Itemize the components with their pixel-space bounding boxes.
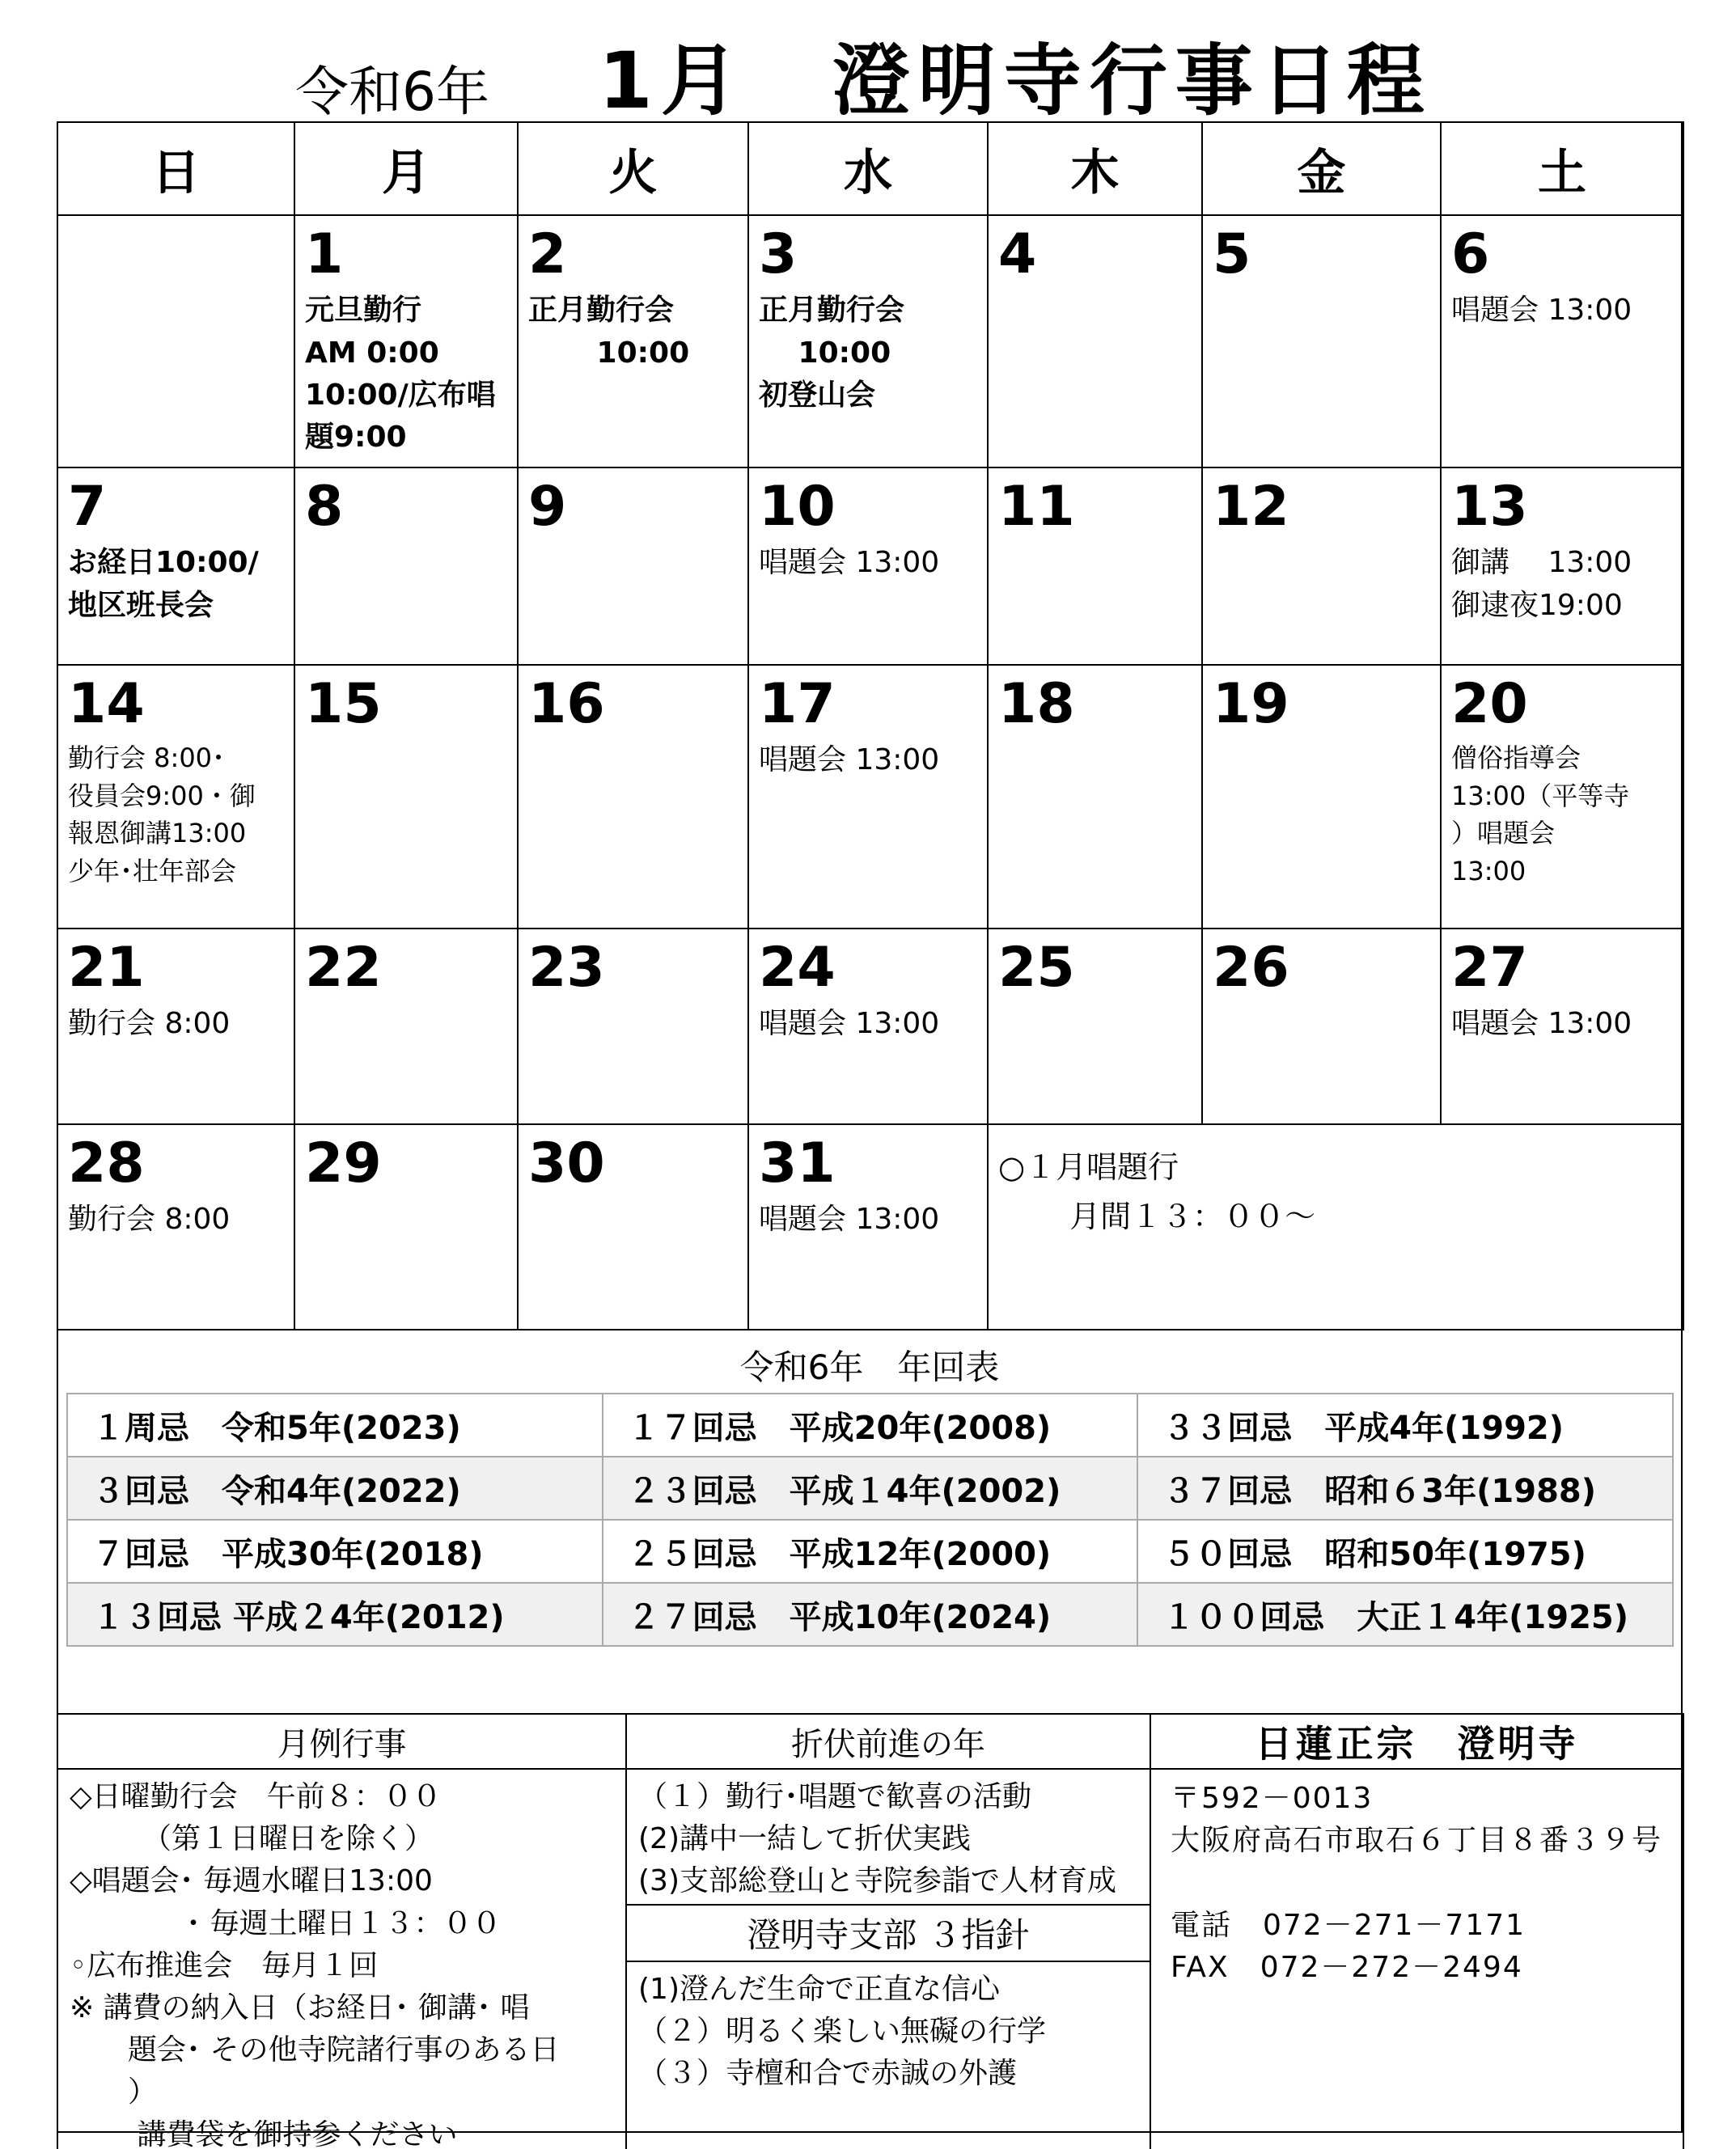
nenkai-cell: ２７回忌 平成10年(2024) (603, 1583, 1138, 1646)
calendar-grid (57, 121, 1684, 1330)
day-events: 唱題会 13:00 (1451, 294, 1632, 328)
day-events: 勤行会 8:00･ 役員会9:00・御 報恩御講13:00 少年･壮年部会 (68, 742, 256, 886)
day-events: 正月勤行会 10:00 (528, 294, 690, 370)
day-number: 12 (1213, 475, 1289, 539)
day-number: 9 (528, 475, 567, 539)
title-main: 1月 澄明寺行事日程 (599, 36, 1433, 126)
day-number: 11 (998, 475, 1075, 539)
day-events: 勤行会 8:00 (68, 1007, 231, 1041)
day-events: 唱題会 13:00 (759, 743, 940, 777)
day-cell (748, 665, 988, 929)
weekday-sat: 土 (1441, 122, 1683, 215)
day-cell (748, 1124, 988, 1330)
title-era: 令和6年 (295, 61, 489, 123)
week-row (57, 665, 1683, 929)
day-cell (748, 215, 988, 467)
day-cell (294, 665, 518, 929)
nenkai-row (67, 1583, 1673, 1646)
day-cell (518, 215, 748, 467)
day-number: 27 (1451, 936, 1528, 1000)
day-cell (988, 215, 1202, 467)
day-events: お経日10:00/ 地区班長会 (68, 546, 259, 622)
nenkai-table (66, 1393, 1674, 1647)
week-row (57, 467, 1683, 665)
nenkai-row (67, 1394, 1673, 1457)
day-events: 唱題会 13:00 (759, 546, 940, 580)
nenkai-title: 令和6年 年回表 (739, 1347, 1000, 1387)
nenkai-cell: ２３回忌 平成１4年(2002) (603, 1457, 1138, 1520)
day-number: 17 (759, 672, 836, 736)
day-cell (1441, 929, 1683, 1124)
nenkai-cell: ３回忌 令和4年(2022) (67, 1457, 603, 1520)
day-events: 僧俗指導会 13:00（平等寺 ）唱題会 13:00 (1451, 742, 1630, 886)
nenkai-cell: ３３回忌 平成4年(1992) (1137, 1394, 1673, 1457)
day-number: 18 (998, 672, 1075, 736)
day-events: 勤行会 8:00 (68, 1203, 231, 1237)
month-note-cell (988, 1124, 1683, 1330)
day-cell (57, 665, 294, 929)
shakubuku-list: （１）勤行･唱題で歓喜の活動 (2)講中一結して折伏実践 (3)支部総登山と寺院参詣で人材育成 (638, 1780, 1116, 1898)
day-number: 8 (305, 475, 344, 539)
day-number: 2 (528, 222, 567, 286)
day-cell (294, 929, 518, 1124)
day-number: 22 (305, 936, 382, 1000)
branch-guidelines-heading: 澄明寺支部 ３指針 (627, 1904, 1150, 1962)
nenkai-cell: ５０回忌 昭和50年(1975) (1137, 1520, 1673, 1583)
nenkai-cell: １７回忌 平成20年(2008) (603, 1394, 1138, 1457)
weekday-mon: 月 (294, 122, 518, 215)
day-cell (518, 467, 748, 665)
nenkai-row (67, 1457, 1673, 1520)
day-cell (988, 467, 1202, 665)
day-number: 15 (305, 672, 382, 736)
week-row (57, 929, 1683, 1124)
weekday-wed: 水 (748, 122, 988, 215)
day-number: 24 (759, 936, 836, 1000)
day-events: 御講 13:00 御逮夜19:00 (1451, 546, 1632, 622)
day-events: 唱題会 13:00 (1451, 1007, 1632, 1041)
day-number: 7 (68, 475, 107, 539)
day-number: 5 (1213, 222, 1251, 286)
day-cell (294, 467, 518, 665)
nenkai-cell: １００回忌 大正１4年(1925) (1137, 1583, 1673, 1646)
bottom-info-table (57, 1713, 1684, 2149)
weekday-tue: 火 (518, 122, 748, 215)
day-events: 唱題会 13:00 (759, 1007, 940, 1041)
day-number: 4 (998, 222, 1037, 286)
day-cell (1441, 665, 1683, 929)
day-cell (294, 215, 518, 467)
nenkai-cell: １３回忌 平成２4年(2012) (67, 1583, 603, 1646)
day-number: 3 (759, 222, 798, 286)
nenkai-cell: ３７回忌 昭和６3年(1988) (1137, 1457, 1673, 1520)
day-cell (988, 929, 1202, 1124)
weekday-sun: 日 (57, 122, 294, 215)
day-number: 19 (1213, 672, 1289, 736)
week-row (57, 215, 1683, 467)
day-cell (1202, 665, 1441, 929)
temple-name: 日蓮正宗 澄明寺 (1150, 1714, 1683, 1769)
day-cell (1441, 215, 1683, 467)
day-events: 唱題会 13:00 (759, 1203, 940, 1237)
day-number: 23 (528, 936, 605, 1000)
day-cell (57, 929, 294, 1124)
temple-address-cell (1150, 1769, 1683, 2149)
monthly-events-heading: 月例行事 (57, 1714, 626, 1769)
shakubuku-heading: 折伏前進の年 (626, 1714, 1150, 1769)
day-cell (57, 1124, 294, 1330)
day-number: 28 (68, 1132, 145, 1195)
day-number: 10 (759, 475, 836, 539)
day-number: 29 (305, 1132, 382, 1195)
week-row (57, 1124, 1683, 1330)
day-cell (518, 929, 748, 1124)
nenkai-cell: １周忌 令和5年(2023) (67, 1394, 603, 1457)
day-events: 正月勤行会 10:00 初登山会 (759, 294, 905, 412)
day-cell (518, 665, 748, 929)
shakubuku-cell (626, 1769, 1150, 2149)
nenkai-row (67, 1520, 1673, 1583)
day-number: 25 (998, 936, 1075, 1000)
day-number: 30 (528, 1132, 605, 1195)
page-title (0, 15, 1736, 126)
day-number: 1 (305, 222, 344, 286)
nenkai-cell: ２５回忌 平成12年(2000) (603, 1520, 1138, 1583)
day-cell (1202, 215, 1441, 467)
day-cell (294, 1124, 518, 1330)
day-cell (748, 467, 988, 665)
day-cell (57, 467, 294, 665)
day-number: 6 (1451, 222, 1490, 286)
day-number: 20 (1451, 672, 1528, 736)
monthly-events-cell (57, 1769, 626, 2149)
day-number: 26 (1213, 936, 1289, 1000)
month-note: ○１月唱題行 月間１３：００～ (998, 1149, 1316, 1234)
day-number: 31 (759, 1132, 836, 1195)
temple-address: 〒592－0013 大阪府高石市取石６丁目８番３９号 電話 072－271－7171 FAX 072－272－2494 (1171, 1782, 1663, 1984)
branch-guidelines-list: (1)澄んだ生命で正直な信心 （２）明るく楽しい無礙の行学 （３）寺檀和合で赤誠の外護 (638, 1973, 1047, 2091)
day-number: 16 (528, 672, 605, 736)
nenkai-cell: ７回忌 平成30年(2018) (67, 1520, 603, 1583)
day-cell (1441, 467, 1683, 665)
day-number: 13 (1451, 475, 1528, 539)
weekday-thu: 木 (988, 122, 1202, 215)
day-cell-empty (57, 215, 294, 467)
monthly-events-list: ◇日曜勤行会 午前８：００ （第１日曜日を除く） ◇唱題会･ 毎週水曜日13:00 ･ 毎週土曜日１３：００ ◦広布推進会 毎月１回 ※ 講費の納入日（お経日･ 御講･ 唱 題会･ その他寺院諸行事のある日 ） 講費袋を御持参ください (70, 1780, 560, 2149)
day-cell (1202, 467, 1441, 665)
day-cell (518, 1124, 748, 1330)
day-events: 元旦勤行 AM 0:00 10:00/広布唱 題9:00 (305, 294, 496, 454)
day-cell (1202, 929, 1441, 1124)
day-cell (988, 665, 1202, 929)
day-cell (748, 929, 988, 1124)
weekday-header-row (57, 122, 1683, 215)
day-number: 21 (68, 936, 145, 1000)
day-number: 14 (68, 672, 145, 736)
weekday-fri: 金 (1202, 122, 1441, 215)
